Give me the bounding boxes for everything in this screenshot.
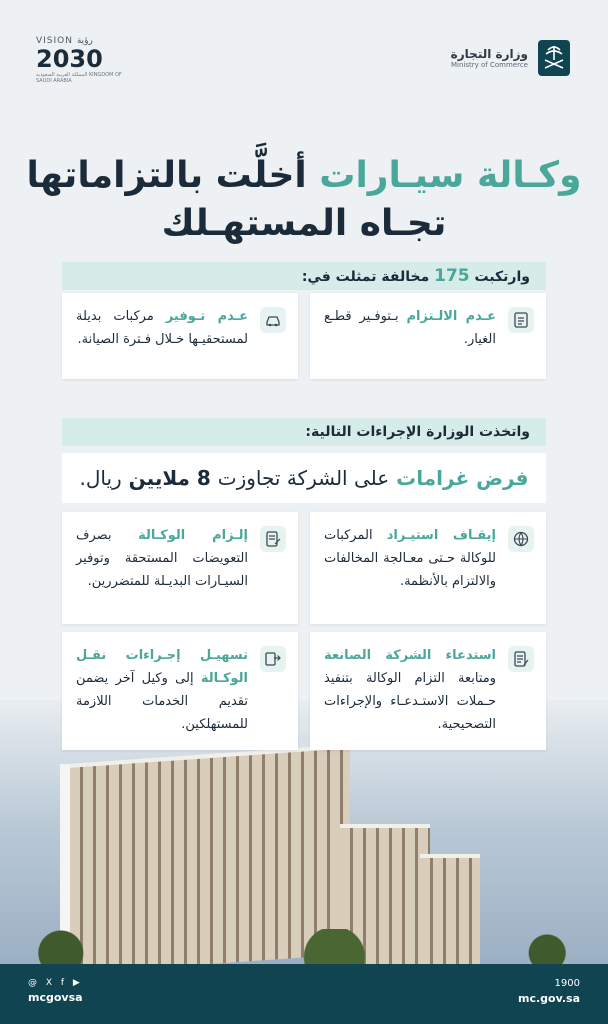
vision-2030-logo: [36, 36, 126, 84]
action-4-text: إلى وكيل آخر يضمن تقديم الخدمات اللازمة للمستهلكين.: [76, 671, 248, 732]
palm-swords-emblem-icon: [536, 38, 572, 78]
transfer-document-icon: [260, 646, 286, 672]
fine-statement: [62, 453, 546, 503]
social-icons[interactable]: @ X f ▶: [28, 978, 83, 988]
violations-suffix: مخالفة تمثلت في:: [301, 269, 430, 285]
phone-number[interactable]: 1900: [554, 978, 580, 989]
globe-icon: [508, 526, 534, 552]
fine-amount: 8 ملايين: [128, 466, 211, 490]
palm-trees: [0, 929, 608, 969]
footer: [0, 964, 608, 1024]
fine-end: ريال.: [79, 466, 122, 490]
checklist-icon: [508, 307, 534, 333]
action-2-highlight: إلـزام الوكـالة: [138, 528, 248, 543]
action-1-highlight: إيقـاف استيـراد: [386, 528, 496, 543]
action-card-1: [310, 512, 546, 624]
vision-year: 2030: [36, 45, 103, 73]
checklist-pen-icon: [508, 646, 534, 672]
violation-1-text: بـتوفـير قطـع الغيار.: [324, 309, 496, 347]
title-line2: تجـاه المستهـلك: [161, 203, 447, 244]
action-card-2: [62, 512, 298, 624]
violation-2-text: مركبات بديلة لمستحقيـها خـلال فـترة الصيانة.: [76, 309, 248, 347]
action-2-text: بصرف التعويضات المستحقة وتوفير السيـارات البديـلة للمتضررين.: [76, 528, 248, 589]
violation-1-highlight: عـدم الالـتزام: [406, 309, 496, 324]
violation-card-1: [310, 293, 546, 379]
document-sign-icon: [260, 526, 286, 552]
title-line1-rest: أخلَّت بالتزاماتها: [26, 155, 307, 196]
violation-2-highlight: عـدم تـوفير: [165, 309, 248, 324]
action-3-text: ومتابعة التزام الوكالة بتنفيذ حـملات الاستـدعـاء والإجراءات التصحيحية.: [324, 671, 496, 732]
action-card-4: [62, 632, 298, 750]
violations-prefix: وارتكبت: [474, 269, 530, 285]
vision-label: VISION رؤية: [36, 36, 93, 46]
page-title: [0, 152, 608, 248]
title-highlight: وكـالة سيـارات: [319, 155, 582, 196]
ministry-name-ar: وزارة التجارة: [450, 47, 528, 61]
website-link[interactable]: mc.gov.sa: [517, 992, 580, 1005]
action-3-highlight: استدعاء الشركة الصانعة: [324, 648, 496, 663]
action-1-text: المركبات للوكالة حـتى معـالجة المخالفات والالتزام بالأنظمة.: [324, 528, 496, 589]
fine-highlight: فرض غرامات: [396, 466, 529, 490]
header: [0, 36, 608, 96]
violations-band: [62, 262, 546, 290]
violations-count: 175: [434, 266, 470, 286]
violation-card-2: [62, 293, 298, 379]
action-card-3: [310, 632, 546, 750]
ministry-name-en: Ministry of Commerce: [451, 61, 528, 69]
vision-sub: المملكة العربية السعودية KINGDOM OF SAUDI ARABIA: [36, 72, 122, 84]
ministry-logo: [451, 38, 572, 78]
fine-mid: على الشركة تجاوزت: [217, 466, 390, 490]
action-4-highlight: تسهيـل إجـراءات نقـل الوكـالة: [76, 648, 248, 686]
actions-band: واتخذت الوزارة الإجراءات التالية:: [62, 418, 546, 446]
car-icon: [260, 307, 286, 333]
social-handle[interactable]: mcgovsa: [28, 991, 83, 1004]
